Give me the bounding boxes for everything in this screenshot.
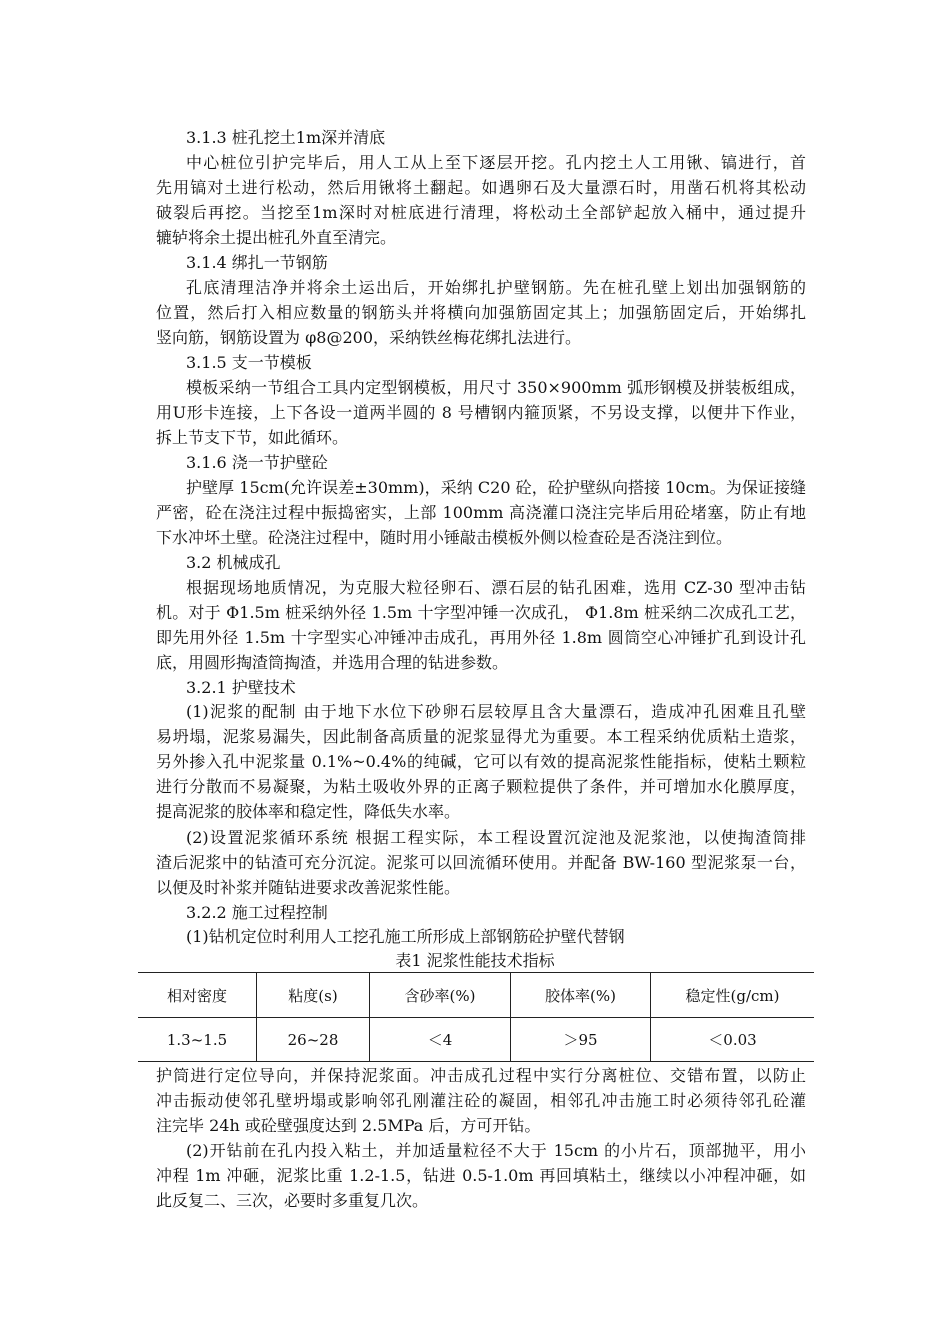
- table-cell: ＞95: [511, 1018, 651, 1062]
- table-caption: 表1 泥浆性能技术指标: [395, 951, 555, 970]
- table-header-cell: 含砂率(%): [370, 973, 511, 1018]
- section-heading: 3.1.4 绑扎一节钢筋: [186, 253, 328, 272]
- section-heading: 3.1.6 浇一节护壁砼: [186, 453, 328, 472]
- table-cell: ＜0.03: [651, 1018, 815, 1062]
- paragraph-line: (2)设置泥浆循环系统 根据工程实际，本工程设置沉淀池及泥浆池，以使掏渣筒排: [186, 828, 806, 847]
- table-row: [138, 1018, 814, 1062]
- paragraph-line: 先用镐对土进行松动，然后用锹将土翻起。如遇卵石及大量漂石时，用凿石机将其松动: [156, 178, 806, 197]
- paragraph-line: 根据现场地质情况，为克服大粒径卵石、漂石层的钻孔困难，选用 CZ-30 型冲击钻: [186, 578, 806, 597]
- paragraph-line: (1)泥浆的配制 由于地下水位下砂卵石层较厚且含大量漂石，造成冲孔困难且孔壁: [186, 702, 806, 721]
- mud-performance-table: [138, 972, 814, 1062]
- paragraph-line: (2)开钻前在孔内投入粘土，并加适量粒径不大于 15cm 的小片石，顶部抛平，用小: [186, 1141, 806, 1160]
- table-cell: 1.3~1.5: [138, 1018, 257, 1062]
- paragraph-line: 即先用外径 1.5m 十字型实心冲锤冲击成孔，再用外径 1.8m 圆筒空心冲锤扩孔到设计孔: [156, 628, 806, 647]
- table-header-row: [138, 973, 814, 1018]
- paragraph-line: 机。对于 Φ1.5m 桩采纳外径 1.5m 十字型冲锤一次成孔， Φ1.8m 桩采纳二次成孔工艺，: [156, 603, 806, 622]
- paragraph-line: (1)钻机定位时利用人工挖孔施工所形成上部钢筋砼护壁代替钢: [186, 927, 625, 946]
- paragraph-line: 另外掺入孔中泥浆量 0.1%~0.4%的纯碱，它可以有效的提高泥浆性能指标，使粘土颗粒: [156, 752, 806, 771]
- paragraph-line: 用U形卡连接，上下各设一道两半圆的 8 号槽钢内箍顶紧，不另设支撑，以便井下作业，: [156, 403, 806, 422]
- paragraph-line: 竖向筋，钢筋设置为 φ8@200，采纳铁丝梅花绑扎法进行。: [156, 328, 582, 347]
- paragraph-line: 进行分散而不易凝聚，为粘土吸收外界的正离子颗粒提供了条件，并可增加水化膜厚度，: [156, 777, 806, 796]
- paragraph-line: 冲击振动使邻孔壁坍塌或影响邻孔刚灌注砼的凝固，相邻孔冲击施工时必须待邻孔砼灌: [156, 1091, 806, 1110]
- paragraph-line: 严密，砼在浇注过程中振捣密实，上部 100mm 高浇灌口浇注完毕后用砼堵塞，防止有地: [156, 503, 806, 522]
- paragraph-line: 辘轳将余土提出桩孔外直至清完。: [156, 228, 397, 247]
- paragraph-line: 拆上节支下节，如此循环。: [156, 428, 349, 447]
- table-cell: 26~28: [257, 1018, 370, 1062]
- paragraph-line: 冲程 1m 冲砸，泥浆比重 1.2-1.5，钻进 0.5-1.0m 再回填粘土，继续以小冲程冲砸，如: [156, 1166, 806, 1185]
- table-header-cell: 粘度(s): [257, 973, 370, 1018]
- section-heading: 3.1.5 支一节模板: [186, 353, 312, 372]
- section-heading: 3.1.3 桩孔挖土1m深并清底: [186, 128, 386, 147]
- table-cell: ＜4: [370, 1018, 511, 1062]
- paragraph-line: 以便及时补浆并随钻进要求改善泥浆性能。: [156, 878, 461, 897]
- paragraph-line: 下水冲坏土壁。砼浇注过程中，随时用小锤敲击模板外侧以检查砼是否浇注到位。: [156, 528, 733, 547]
- paragraph-line: 渣后泥浆中的钻渣可充分沉淀。泥浆可以回流循环使用。并配备 BW-160 型泥浆泵一台，: [156, 853, 806, 872]
- paragraph-line: 底，用圆形掏渣筒掏渣，并选用合理的钻进参数。: [156, 653, 509, 672]
- paragraph-line: 护筒进行定位导向，并保持泥浆面。冲击成孔过程中实行分离桩位、交错布置，以防止: [156, 1066, 806, 1085]
- paragraph-line: 易坍塌，泥浆易漏失，因此制备高质量的泥浆显得尤为重要。本工程采纳优质粘土造浆，: [156, 727, 806, 746]
- table-header-cell: 稳定性(g/cm): [651, 973, 815, 1018]
- paragraph-line: 中心桩位引护完毕后，用人工从上至下逐层开挖。孔内挖土人工用锹、镐进行，首: [186, 153, 806, 172]
- paragraph-line: 注完毕 24h 或砼壁强度达到 2.5MPa 后，方可开钻。: [156, 1116, 541, 1135]
- paragraph-line: 位置，然后打入相应数量的钢筋头并将横向加强筋固定其上；加强筋固定后，开始绑扎: [156, 303, 806, 322]
- paragraph-line: 护壁厚 15cm(允许误差±30mm)，采纳 C20 砼，砼护壁纵向搭接 10cm。为保证接缝: [186, 478, 806, 497]
- paragraph-line: 此反复二、三次，必要时多重复几次。: [156, 1191, 429, 1210]
- section-heading: 3.2.1 护壁技术: [186, 678, 296, 697]
- paragraph-line: 提高泥浆的胶体率和稳定性，降低失水率。: [156, 802, 461, 821]
- section-heading: 3.2.2 施工过程控制: [186, 903, 328, 922]
- section-heading: 3.2 机械成孔: [186, 553, 281, 572]
- table-header-cell: 相对密度: [138, 973, 257, 1018]
- paragraph-line: 破裂后再挖。当挖至1m深时对桩底进行清理，将松动土全部铲起放入桶中，通过提升: [156, 203, 806, 222]
- paragraph-line: 模板采纳一节组合工具内定型钢模板，用尺寸 350×900mm 弧形钢模及拼装板组成，: [186, 378, 806, 397]
- table-header-cell: 胶体率(%): [511, 973, 651, 1018]
- paragraph-line: 孔底清理洁净并将余土运出后，开始绑扎护壁钢筋。先在桩孔壁上划出加强钢筋的: [186, 278, 806, 297]
